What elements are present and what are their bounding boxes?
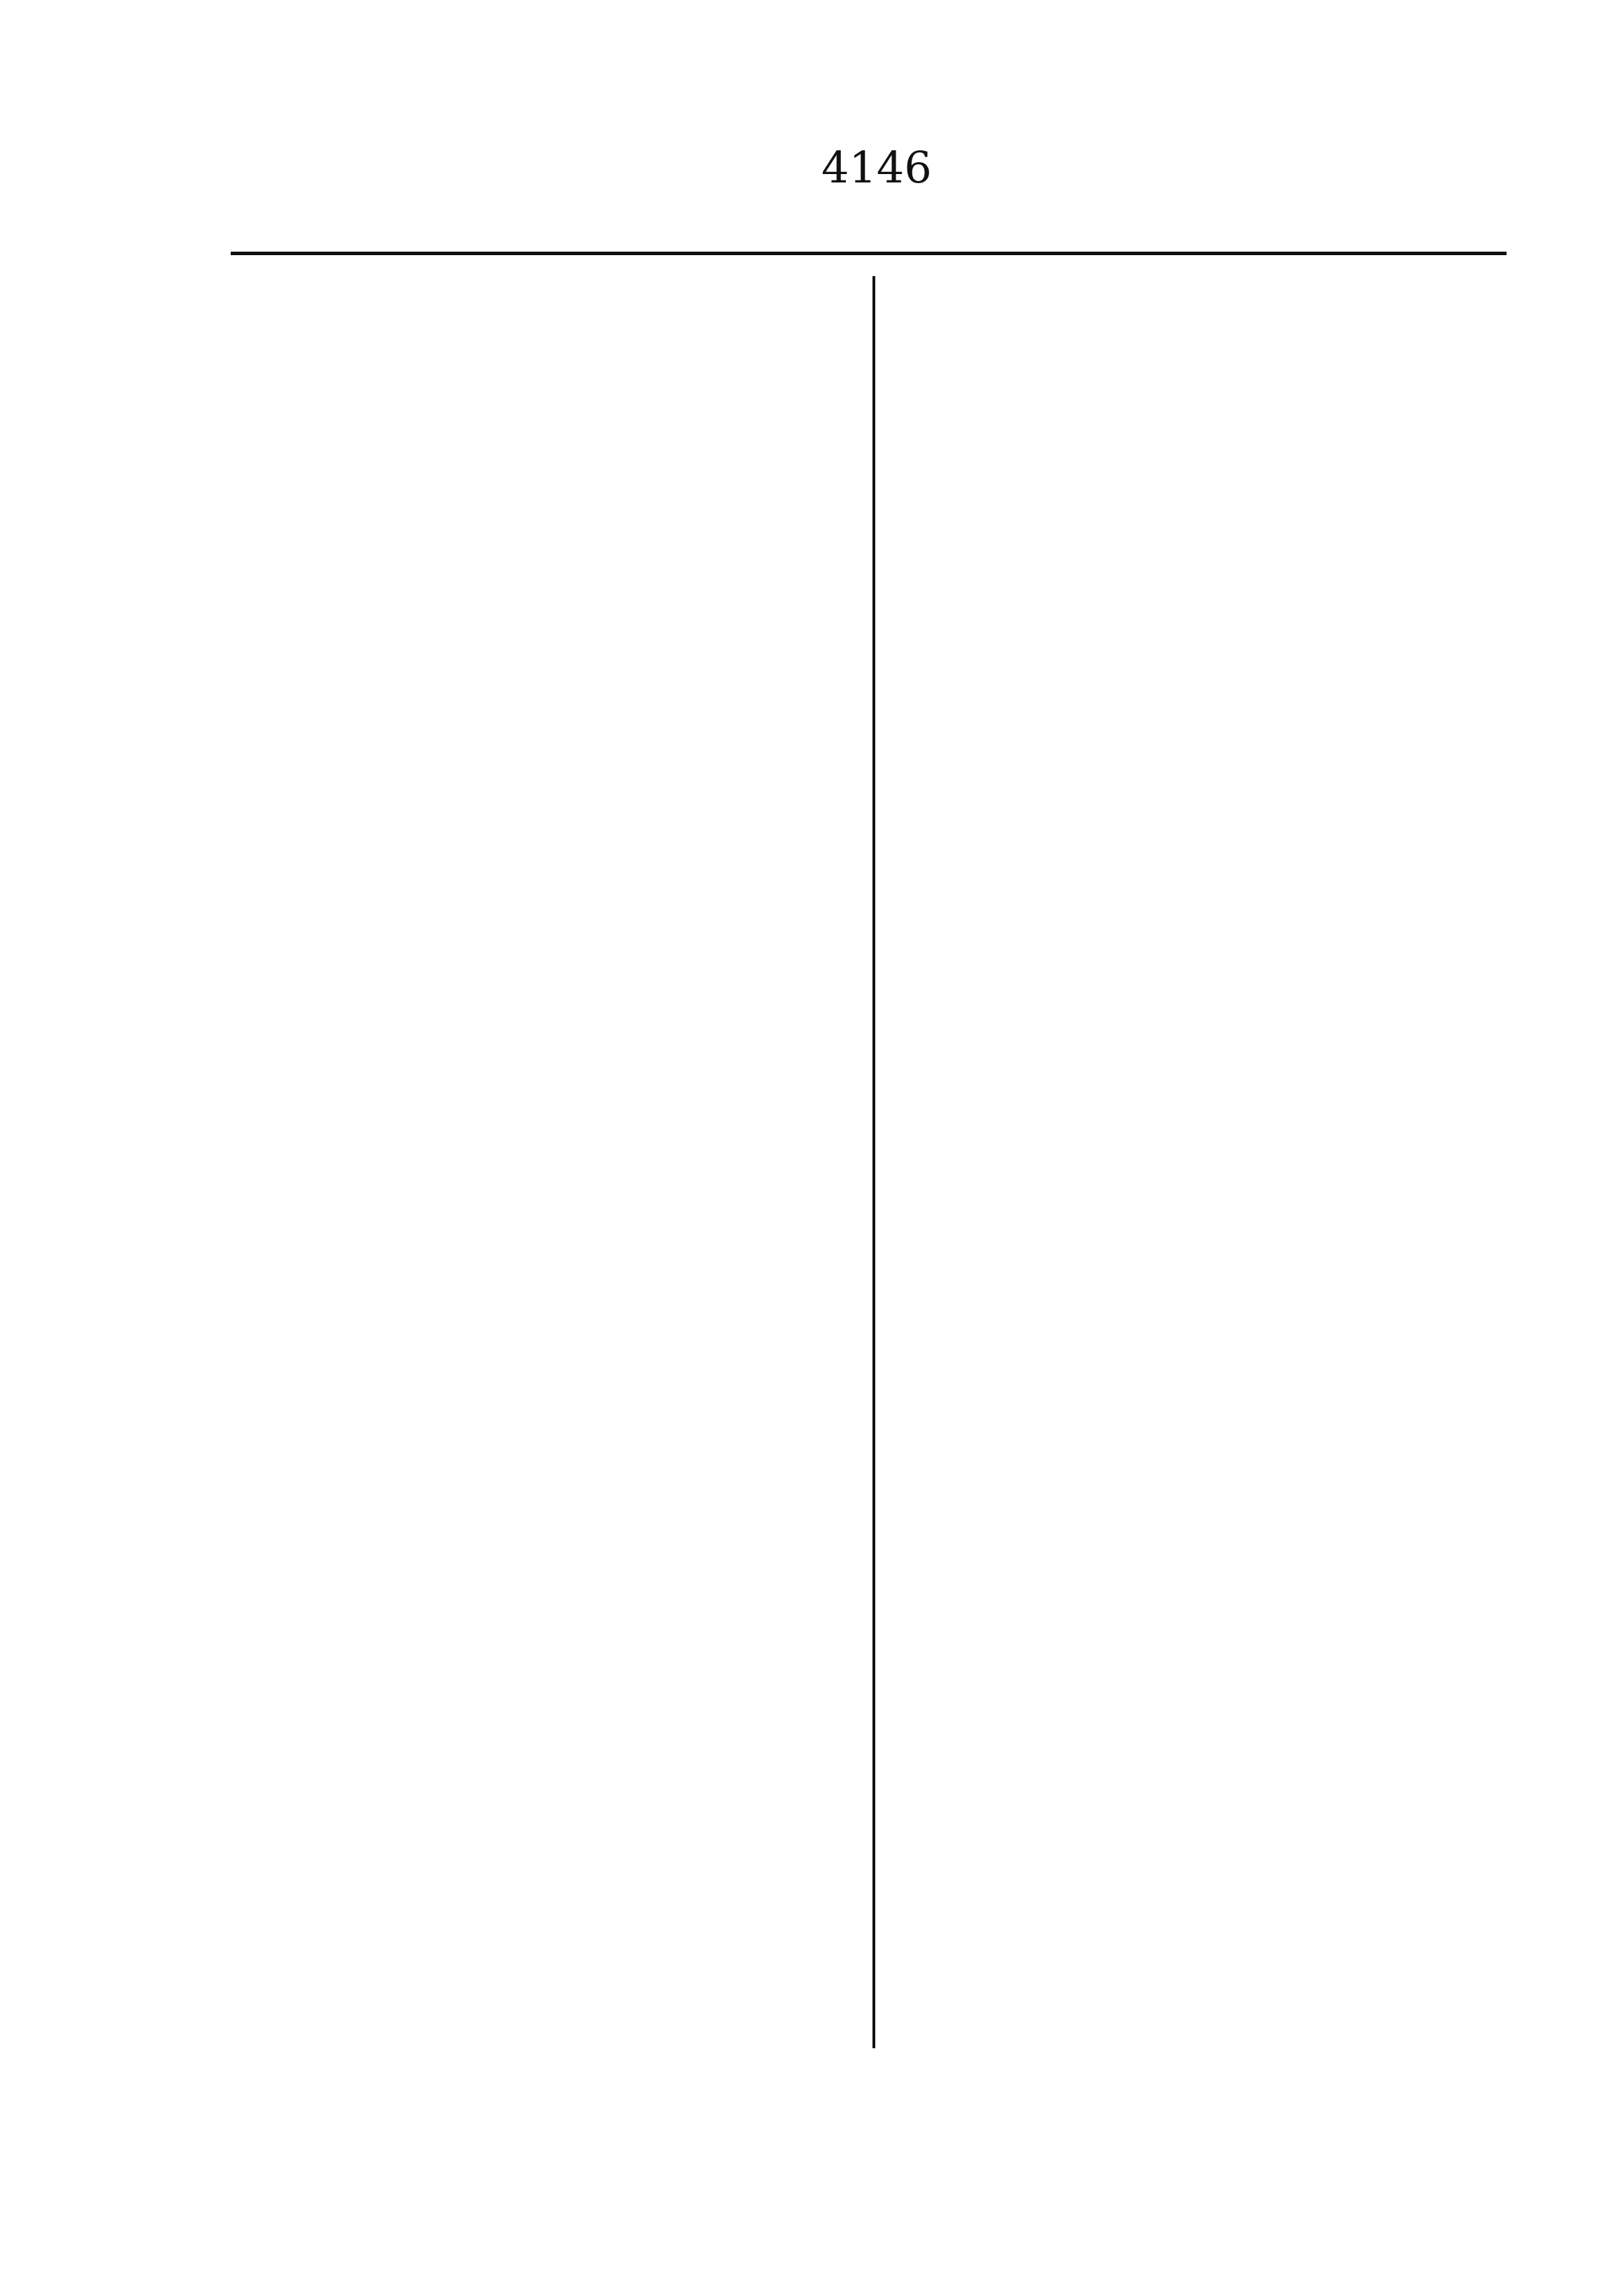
header-rule	[231, 252, 1507, 255]
column-divider	[872, 276, 875, 2048]
page-number: 4146	[821, 142, 932, 193]
